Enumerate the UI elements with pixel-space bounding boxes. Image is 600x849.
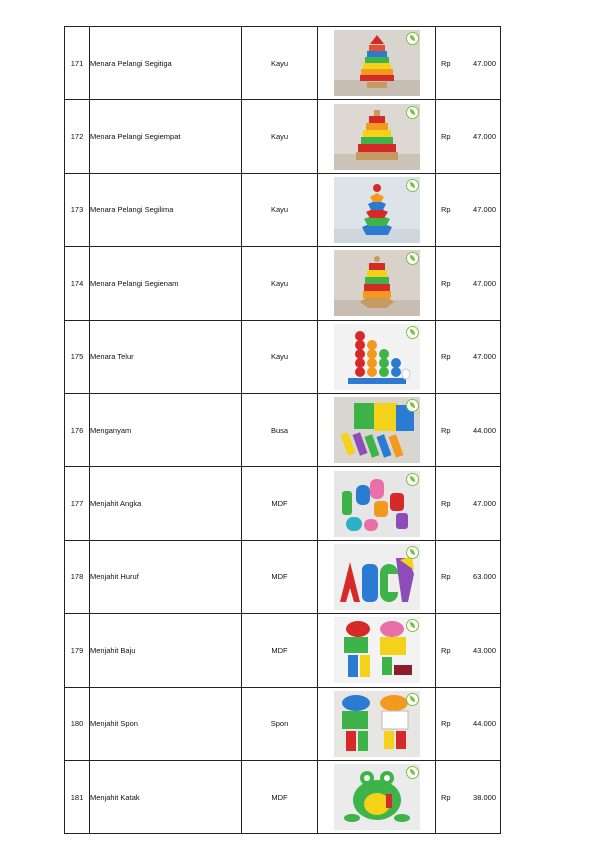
product-material: Busa xyxy=(242,393,318,466)
row-number: 177 xyxy=(65,467,90,540)
product-price xyxy=(436,760,501,833)
leaf-logo-icon xyxy=(406,766,419,779)
table-row xyxy=(65,760,501,833)
price-value: 47.000 xyxy=(473,58,496,68)
row-number: 181 xyxy=(65,760,90,833)
table-row xyxy=(65,173,501,246)
row-number: 174 xyxy=(65,247,90,320)
product-name: Menjahit Baju xyxy=(90,614,242,687)
currency-label: Rp xyxy=(441,572,451,582)
product-material: Kayu xyxy=(242,27,318,100)
product-name: Menganyam xyxy=(90,393,242,466)
product-photo-lacing-clothes xyxy=(334,617,420,683)
leaf-logo-icon xyxy=(406,619,419,632)
row-number: 180 xyxy=(65,687,90,760)
price-value: 47.000 xyxy=(473,132,496,142)
price-value: 38.000 xyxy=(473,792,496,802)
currency-label: Rp xyxy=(441,205,451,215)
currency-label: Rp xyxy=(441,352,451,362)
leaf-logo-icon xyxy=(406,32,419,45)
currency-label: Rp xyxy=(441,58,451,68)
currency-label: Rp xyxy=(441,132,451,142)
product-photo-lacing-letters xyxy=(334,544,420,610)
product-price xyxy=(436,173,501,246)
product-name: Menara Pelangi Segiempat xyxy=(90,100,242,173)
row-number: 178 xyxy=(65,540,90,613)
leaf-logo-icon xyxy=(406,399,419,412)
product-price xyxy=(436,27,501,100)
product-photo-weaving-foam xyxy=(334,397,420,463)
leaf-logo-icon xyxy=(406,179,419,192)
row-number: 171 xyxy=(65,27,90,100)
price-value: 43.000 xyxy=(473,645,496,655)
product-name: Menjahit Spon xyxy=(90,687,242,760)
table-row xyxy=(65,320,501,393)
leaf-logo-icon xyxy=(406,252,419,265)
product-price xyxy=(436,320,501,393)
product-material: MDF xyxy=(242,540,318,613)
product-name: Menara Pelangi Segilima xyxy=(90,173,242,246)
price-value: 44.000 xyxy=(473,425,496,435)
product-name: Menjahit Huruf xyxy=(90,540,242,613)
price-value: 47.000 xyxy=(473,205,496,215)
product-name: Menara Pelangi Segitiga xyxy=(90,27,242,100)
table-row xyxy=(65,393,501,466)
product-photo-lacing-numbers xyxy=(334,471,420,537)
product-price xyxy=(436,614,501,687)
price-value: 44.000 xyxy=(473,719,496,729)
price-value: 47.000 xyxy=(473,499,496,509)
product-material: MDF xyxy=(242,760,318,833)
product-photo-square-stacker xyxy=(334,104,420,170)
product-material: Kayu xyxy=(242,173,318,246)
table-row xyxy=(65,687,501,760)
product-material: Kayu xyxy=(242,100,318,173)
table-row xyxy=(65,247,501,320)
product-photo-hexagon-stacker xyxy=(334,250,420,316)
price-value: 47.000 xyxy=(473,278,496,288)
product-material: Kayu xyxy=(242,247,318,320)
currency-label: Rp xyxy=(441,792,451,802)
product-photo-pentagon-stacker xyxy=(334,177,420,243)
table-row xyxy=(65,614,501,687)
table-row xyxy=(65,27,501,100)
row-number: 173 xyxy=(65,173,90,246)
product-name: Menjahit Angka xyxy=(90,467,242,540)
currency-label: Rp xyxy=(441,425,451,435)
product-photo-egg-tower xyxy=(334,324,420,390)
product-photo-lacing-frog xyxy=(334,764,420,830)
product-price xyxy=(436,467,501,540)
row-number: 176 xyxy=(65,393,90,466)
product-price xyxy=(436,540,501,613)
row-number: 175 xyxy=(65,320,90,393)
price-value: 63.000 xyxy=(473,572,496,582)
row-number: 179 xyxy=(65,614,90,687)
leaf-logo-icon xyxy=(406,106,419,119)
leaf-logo-icon xyxy=(406,693,419,706)
currency-label: Rp xyxy=(441,719,451,729)
product-material: Spon xyxy=(242,687,318,760)
price-value: 47.000 xyxy=(473,352,496,362)
product-material: MDF xyxy=(242,614,318,687)
product-name: Menara Telur xyxy=(90,320,242,393)
product-material: MDF xyxy=(242,467,318,540)
leaf-logo-icon xyxy=(406,326,419,339)
leaf-logo-icon xyxy=(406,473,419,486)
product-price xyxy=(436,687,501,760)
product-photo-lacing-foam xyxy=(334,691,420,757)
product-price xyxy=(436,393,501,466)
product-table xyxy=(64,26,501,834)
row-number: 172 xyxy=(65,100,90,173)
product-material: Kayu xyxy=(242,320,318,393)
product-photo-triangle-stacker xyxy=(334,30,420,96)
currency-label: Rp xyxy=(441,278,451,288)
product-name: Menjahit Katak xyxy=(90,760,242,833)
product-price xyxy=(436,247,501,320)
table-row xyxy=(65,100,501,173)
table-row xyxy=(65,467,501,540)
product-price xyxy=(436,100,501,173)
currency-label: Rp xyxy=(441,499,451,509)
leaf-logo-icon xyxy=(406,546,419,559)
currency-label: Rp xyxy=(441,645,451,655)
product-name: Menara Pelangi Segienam xyxy=(90,247,242,320)
table-row xyxy=(65,540,501,613)
